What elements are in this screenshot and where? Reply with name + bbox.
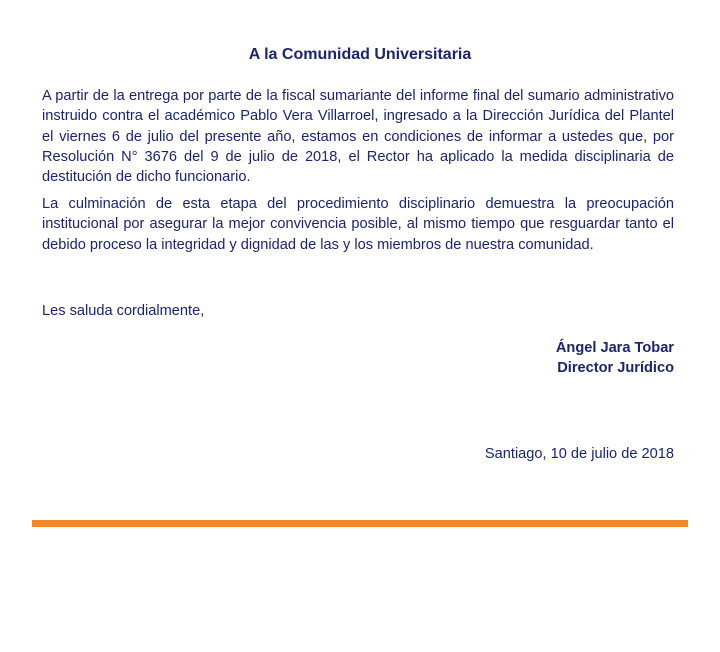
letter-paragraph-1: A partir de la entrega por parte de la fiscal sumariante del informe final del sumario administrativo instruido contra el académico Pablo Vera Villarroel, ingresado a la Dirección Jurídica del Plantel el viernes 6 de julio del presente año, estamos en condiciones de informar a ustedes que, por Resolución N° 3676 del 9 de julio de 2018, el Rector ha aplicado la medida disciplinaria de destitución de dicho funcionario. xyxy=(42,88,674,186)
letter-paragraph-2: La culminación de esta etapa del procedimiento disciplinario demuestra la preocupación institucional por asegurar la mejor convivencia posible, al mismo tiempo que resguardar tanto el debido proceso la integridad y dignidad de las y los miembros de nuestra comunidad. xyxy=(42,196,674,253)
signatory-name: Ángel Jara Tobar xyxy=(555,340,674,356)
letter-title: A la Comunidad Universitaria xyxy=(248,46,472,63)
signatory-role: Director Jurídico xyxy=(557,360,674,376)
signature-block xyxy=(556,338,674,378)
place-and-date: Santiago, 10 de julio de 2018 xyxy=(484,446,674,462)
closing-greeting: Les saluda cordialmente, xyxy=(42,303,205,319)
orange-divider xyxy=(32,520,688,527)
